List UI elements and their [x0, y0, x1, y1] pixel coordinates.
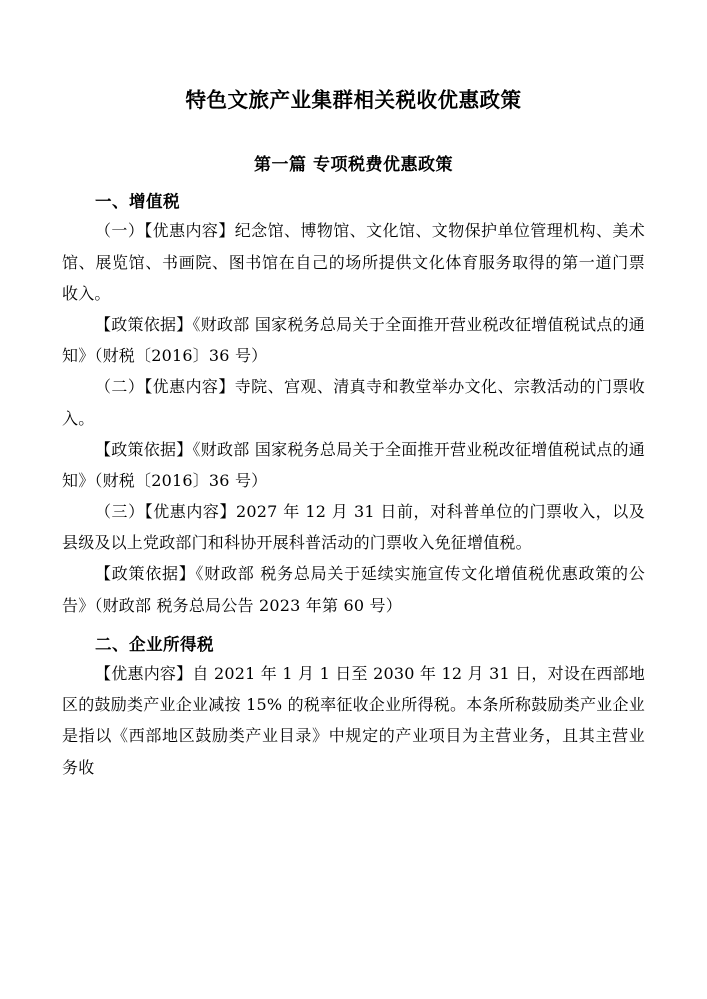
- section-heading-vat: 一、增值税: [95, 192, 180, 212]
- section-heading-corporate-income-tax: 二、企业所得税: [95, 634, 214, 654]
- paragraph: （三）【优惠内容】2027 年 12 月 31 日前，对科普单位的门票收入，以及县级及以上党政部门和科协开展科普活动的门票收入免征增值税。: [62, 502, 645, 553]
- page-title: 特色文旅产业集群相关税收优惠政策: [185, 88, 522, 112]
- paragraph: 【政策依据】《财政部 国家税务总局关于全面推开营业税改征增值税试点的通知》（财税〔2016〕36 号）: [62, 439, 645, 490]
- paragraph: （二）【优惠内容】寺院、宫观、清真寺和教堂举办文化、宗教活动的门票收入。: [62, 377, 645, 428]
- paragraph: 【优惠内容】自 2021 年 1 月 1 日至 2030 年 12 月 31 日，对设在西部地区的鼓励类产业企业减按 15% 的税率征收企业所得税。本条所称鼓励类产业企业是指以《西部地区鼓励类产业目录》中规定的产业项目为主营业务，且其主营业务收: [62, 664, 645, 777]
- part-title: 第一篇 专项税费优惠政策: [254, 154, 453, 175]
- paragraph: 【政策依据】《财政部 税务总局关于延续实施宣传文化增值税优惠政策的公告》（财政部 税务总局公告 2023 年第 60 号）: [62, 564, 645, 615]
- paragraph: 【政策依据】《财政部 国家税务总局关于全面推开营业税改征增值税试点的通知》（财税〔2016〕36 号）: [62, 314, 645, 366]
- paragraph: （一）【优惠内容】纪念馆、博物馆、文化馆、文物保护单位管理机构、美术馆、展览馆、书画院、图书馆在自己的场所提供文化体育服务取得的第一道门票收入。: [62, 221, 645, 303]
